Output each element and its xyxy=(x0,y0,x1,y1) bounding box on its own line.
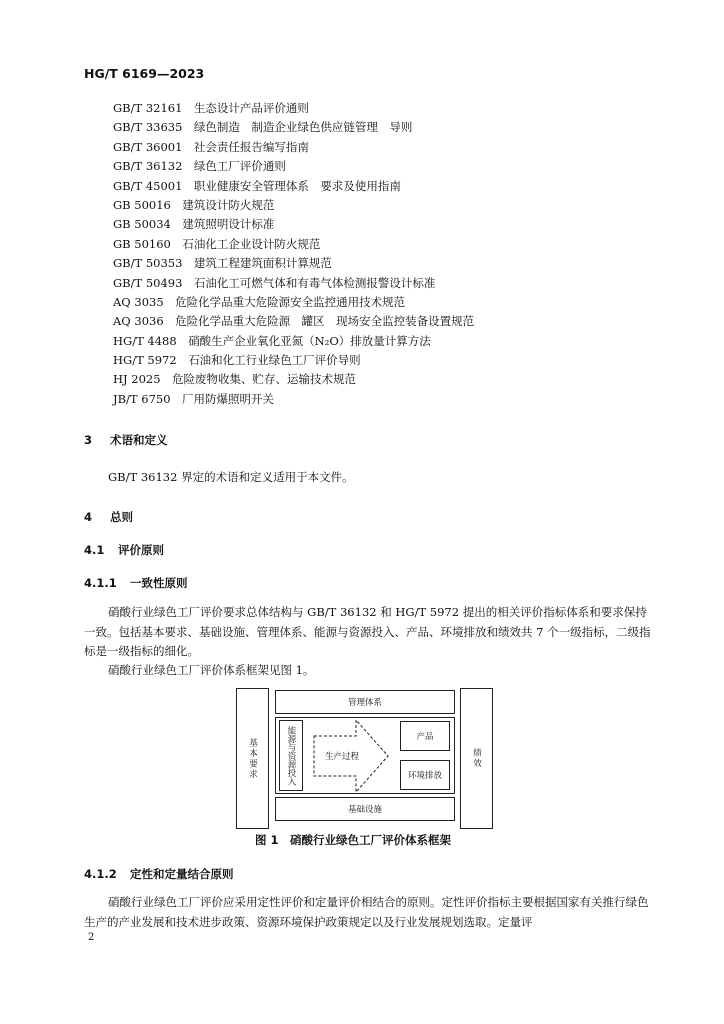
performance-box xyxy=(460,688,493,829)
reference-item xyxy=(113,99,474,118)
evaluation-framework-figure xyxy=(236,688,493,829)
page-number: 2 xyxy=(88,932,95,943)
product-box xyxy=(400,721,450,751)
reference-code: HG/T 4488 xyxy=(113,333,177,348)
reference-item xyxy=(113,177,474,196)
reference-item xyxy=(113,293,474,312)
section-number: 4.1.2 xyxy=(84,867,117,881)
section-4-heading xyxy=(84,509,133,525)
section-title: 定性和定量结合原则 xyxy=(130,867,234,881)
reference-item xyxy=(113,235,474,254)
reference-code: GB/T 45001 xyxy=(113,178,183,193)
reference-title: 绿色工厂评价通则 xyxy=(193,159,286,174)
section-number: 3 xyxy=(84,433,93,447)
management-system-label: 管理体系 xyxy=(347,698,382,708)
reference-title: 石油和化工行业绿色工厂评价导则 xyxy=(188,353,361,368)
figure-reference-text: 硝酸行业绿色工厂评价体系框架见图 1。 xyxy=(108,663,315,677)
section-title: 总则 xyxy=(110,510,133,524)
document-number: HG/T 6169—2023 xyxy=(84,66,205,81)
normative-references-list xyxy=(113,99,474,409)
infrastructure-box xyxy=(275,797,455,821)
reference-code: GB/T 36132 xyxy=(113,159,183,174)
reference-title: 生态设计产品评价通则 xyxy=(193,101,309,115)
reference-code: HJ 2025 xyxy=(113,372,161,387)
basic-requirements-box xyxy=(236,688,269,829)
section-number: 4 xyxy=(84,510,93,524)
reference-title: 建筑设计防火规范 xyxy=(182,197,275,212)
reference-item xyxy=(113,312,474,331)
section-4-1-2-paragraph: 硝酸行业绿色工厂评价应采用定性评价和定量评价相结合的原则。定性评价指标主要根据国家有关推行绿色生产的产业发展和技术进步政策、资源环境保护政策规定以及行业发展规划选取。定量评 xyxy=(84,895,649,929)
reference-code: JB/T 6750 xyxy=(113,391,171,406)
reference-title: 危险化学品重大危险源 罐区 现场安全监控装备设置规范 xyxy=(175,314,475,329)
production-process-label: 生产过程 xyxy=(324,752,359,762)
section-4-1-1-paragraph: 硝酸行业绿色工厂评价要求总体结构与 GB/T 36132 和 HG/T 5972 提出的相关评价指标体系和要求保持一致。包括基本要求、基础设施、管理体系、能源与资源投入、产品、环境排放和绩效共 7 个一级指标，二级指标是一级指标的细化。 xyxy=(84,605,651,658)
reference-item xyxy=(113,332,474,351)
infrastructure-label: 基础设施 xyxy=(347,805,382,815)
reference-title: 社会责任报告编写指南 xyxy=(193,139,309,154)
reference-item xyxy=(113,215,474,234)
section-3-heading xyxy=(84,432,168,448)
section-title: 评价原则 xyxy=(118,543,164,557)
reference-title: 硝酸生产企业氧化亚氮（N₂O）排放量计算方法 xyxy=(188,333,431,348)
management-system-box xyxy=(275,690,455,714)
reference-item xyxy=(113,274,474,293)
reference-title: 石油化工企业设计防火规范 xyxy=(182,236,321,251)
reference-item xyxy=(113,138,474,157)
reference-item xyxy=(113,254,474,273)
reference-code: GB 50034 xyxy=(113,217,171,232)
reference-item xyxy=(113,390,474,409)
reference-code: GB 50160 xyxy=(113,236,171,251)
reference-code: AQ 3036 xyxy=(113,314,164,329)
section-title: 术语和定义 xyxy=(110,433,168,447)
section-4-1-2-heading xyxy=(84,866,234,882)
section-3-text: GB/T 36132 界定的术语和定义适用于本文件。 xyxy=(108,470,354,484)
energy-resources-box xyxy=(279,720,303,791)
section-4-1-heading xyxy=(84,542,164,558)
reference-code: GB/T 50493 xyxy=(113,275,183,290)
reference-code: GB/T 50353 xyxy=(113,256,183,271)
section-number: 4.1.1 xyxy=(84,576,117,590)
reference-code: GB 50016 xyxy=(113,197,171,212)
reference-title: 建筑工程建筑面积计算规范 xyxy=(193,256,332,271)
reference-item xyxy=(113,351,474,370)
reference-code: GB/T 36001 xyxy=(113,139,183,154)
section-title: 一致性原则 xyxy=(130,576,188,590)
section-4-1-1-heading xyxy=(84,575,188,591)
reference-item xyxy=(113,157,474,176)
reference-title: 绿色制造 制造企业绿色供应链管理 导则 xyxy=(193,120,413,135)
product-label: 产品 xyxy=(416,732,434,742)
reference-code: HG/T 5972 xyxy=(113,353,177,368)
section-number: 4.1 xyxy=(84,543,105,557)
reference-title: 危险化学品重大危险源安全监控通用技术规范 xyxy=(175,294,406,309)
reference-title: 职业健康安全管理体系 要求及使用指南 xyxy=(193,178,401,193)
environmental-emission-box xyxy=(400,760,450,790)
figure-caption: 图 1 硝酸行业绿色工厂评价体系框架 xyxy=(255,833,452,847)
reference-code: AQ 3035 xyxy=(113,294,164,309)
reference-title: 厂用防爆照明开关 xyxy=(182,391,275,406)
reference-title: 建筑照明设计标准 xyxy=(182,217,275,232)
reference-title: 危险废物收集、贮存、运输技术规范 xyxy=(172,372,357,387)
reference-item xyxy=(113,118,474,137)
reference-title: 石油化工可燃气体和有毒气体检测报警设计标准 xyxy=(193,275,436,290)
energy-resources-label: 能源与资源投入 xyxy=(286,725,296,786)
reference-code: GB/T 33635 xyxy=(113,120,183,135)
reference-code: GB/T 32161 xyxy=(113,101,183,115)
basic-requirements-label: 基本要求 xyxy=(247,737,258,780)
reference-item xyxy=(113,196,474,215)
performance-label: 绩效 xyxy=(471,748,482,769)
reference-item xyxy=(113,370,474,389)
environmental-emission-label: 环境排放 xyxy=(407,771,442,781)
